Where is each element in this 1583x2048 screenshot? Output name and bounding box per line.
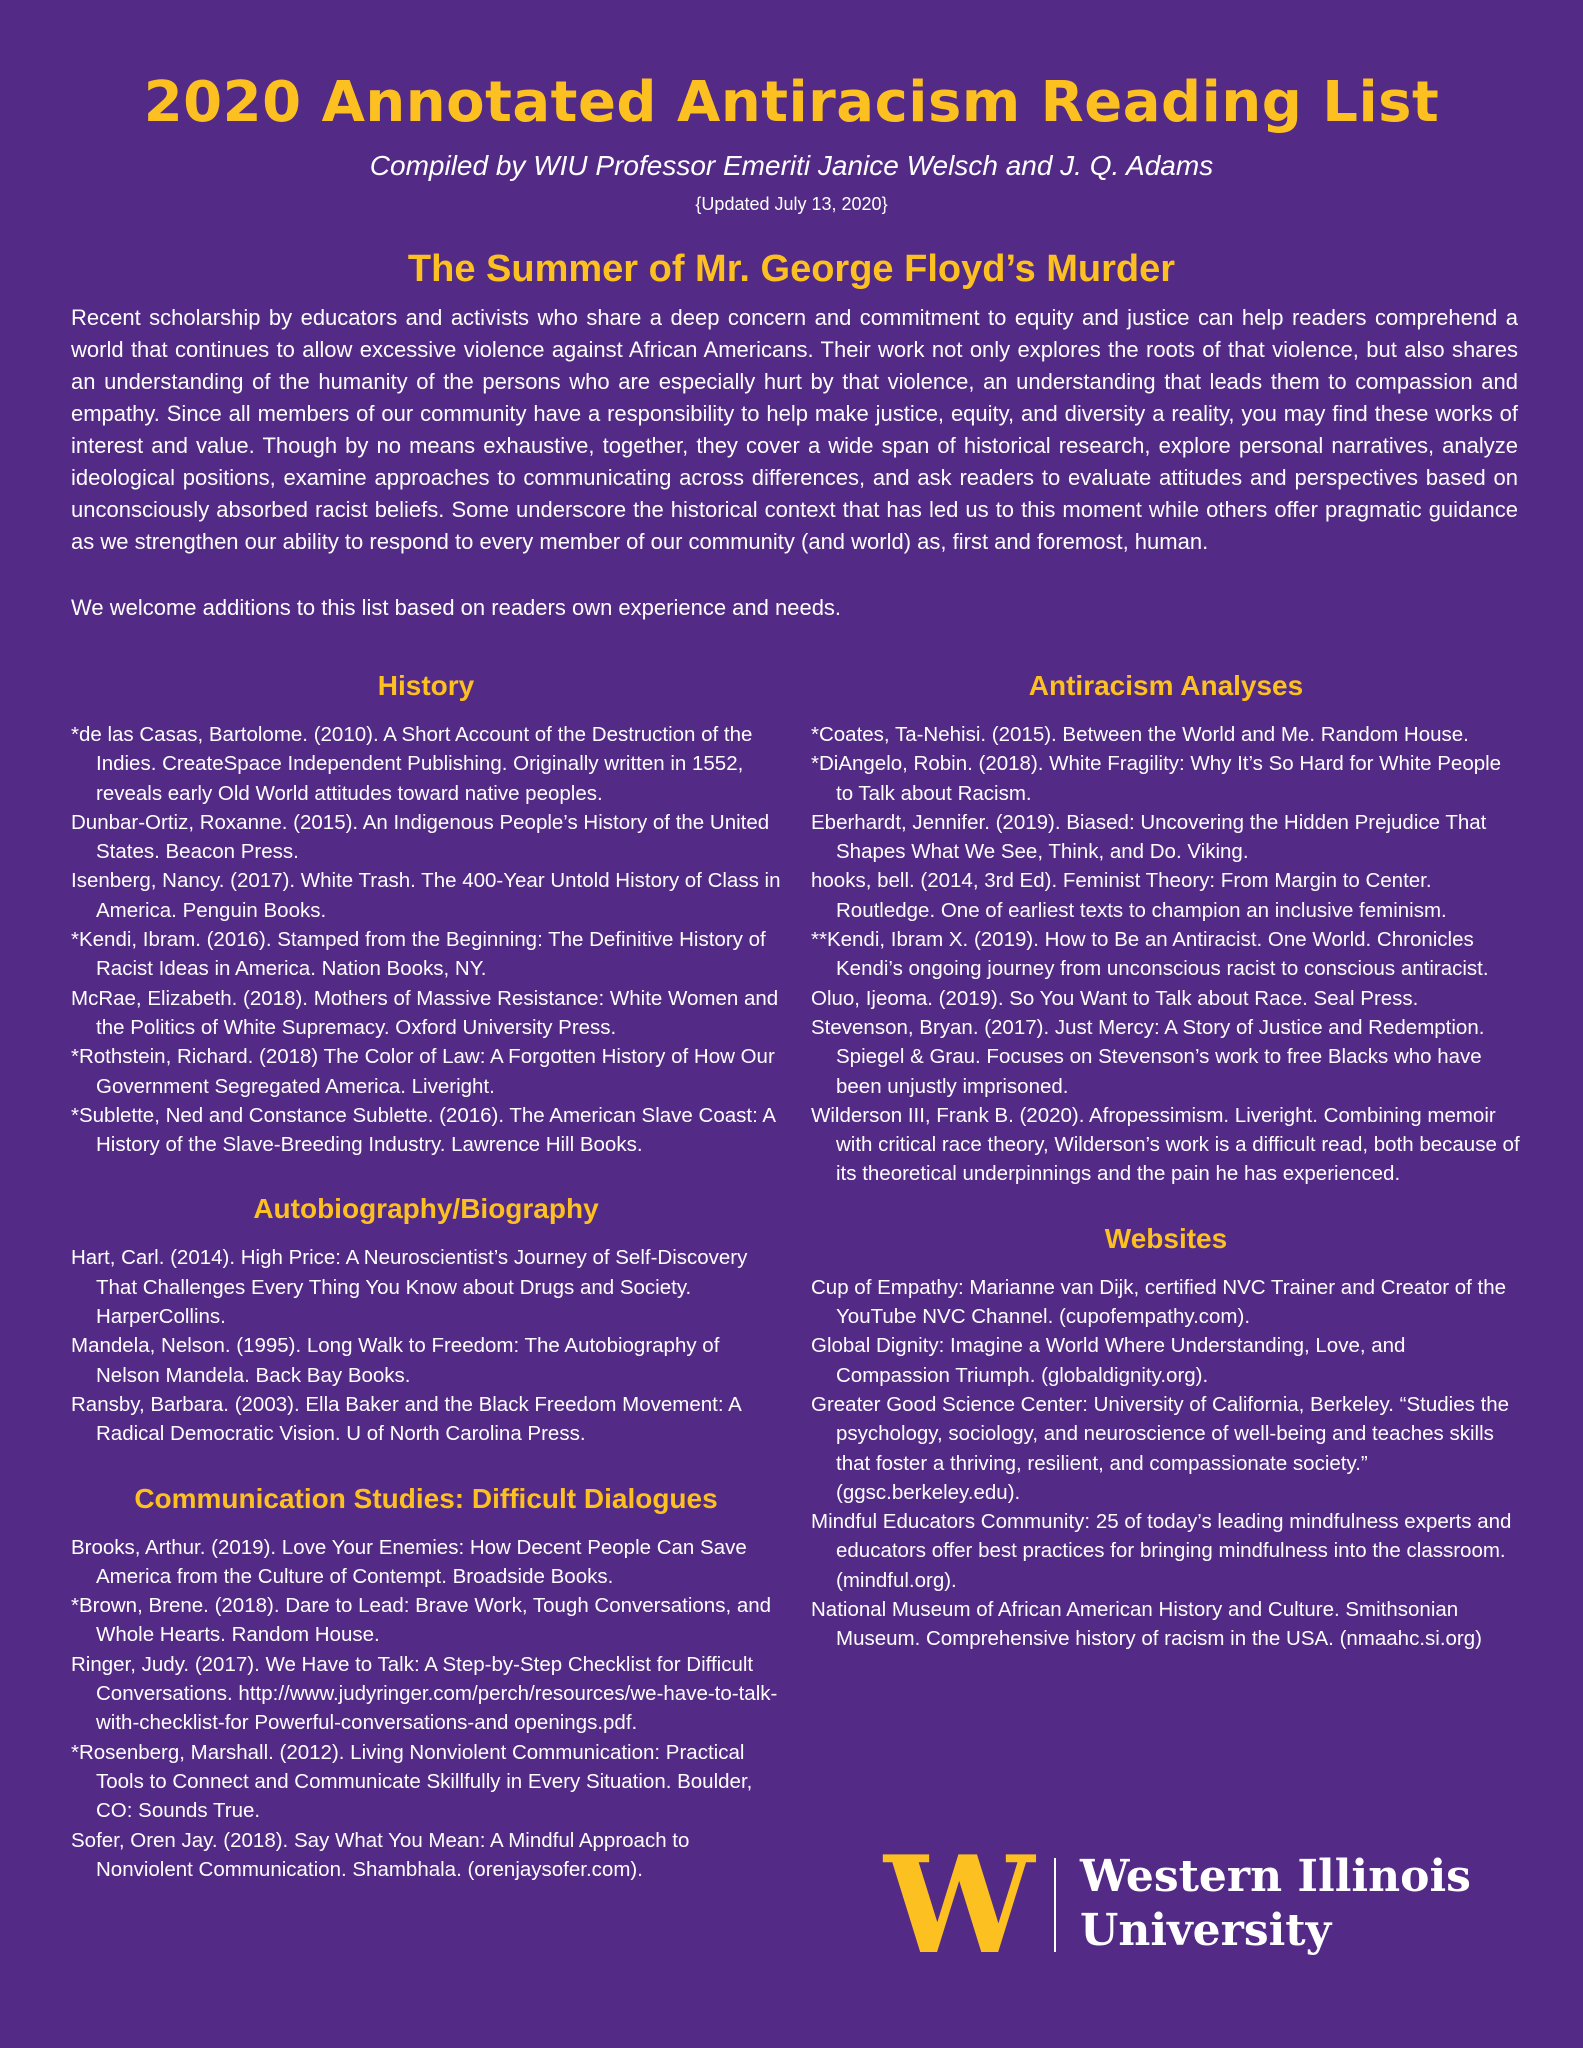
list-item: Mindful Educators Community: 25 of today’s leading mindfulness experts and educators offer best practices for bringing mindfulness into the classroom. (mindful.org).: [811, 1510, 1512, 1592]
logo-divider: [1054, 1858, 1056, 1952]
list-item: Greater Good Science Center: University of California, Berkeley. “Studies the psychology, sociology, and neuroscience of well-being and teaches skills that foster a thriving, resilient, and compassionate society.” (ggsc.berkeley.edu).: [811, 1392, 1510, 1504]
logo-wordmark: [1080, 1850, 1471, 1958]
list-item: Dunbar-Ortiz, Roxanne. (2015). An Indigenous People’s History of the United States. Beacon Press.: [71, 810, 770, 864]
intro-paragraph: Recent scholarship by educators and activists who share a deep concern and commitment to equity and justice can help readers comprehend a world that continues to allow excessive violence against African Americans. Their work not only explores the roots of that violence, but also shares an understanding of the humanity of the persons who are especially hurt by that violence, an understanding that leads them to compassion and empathy. Since all members of our community have a responsibility to help make justice, equity, and diversity a reality, you may find these works of interest and value. Though by no means exhaustive, together, they cover a wide span of historical research, explore personal narratives, analyze ideological positions, examine approaches to communicating across differences, and ask readers to evaluate attitudes and perspectives based on unconsciously absorbed racist beliefs. Some underscore the historical context that has led us to this moment while others offer pragmatic guidance as we strengthen our ability to respond to every member of our community (and world) as, first and foremost, human.: [71, 305, 1518, 554]
wiu-w-mark-icon: W: [884, 1826, 1029, 1984]
list-item: National Museum of African American History and Culture. Smithsonian Museum. Comprehensive history of racism in the USA. (nmaahc.si.org): [811, 1598, 1482, 1651]
list-item: Sofer, Oren Jay. (2018). Say What You Mean: A Mindful Approach to Nonviolent Communication. Shambhala. (orenjaysofer.com).: [71, 1828, 690, 1881]
list-item: **Kendi, Ibram X. (2019). How to Be an Antiracist. One World. Chronicles Kendi’s ongoing journey from unconscious racist to conscious antiracist.: [811, 928, 1489, 981]
logo-line-2: University: [1080, 1905, 1332, 1956]
list-item: Eberhardt, Jennifer. (2019). Biased: Uncovering the Hidden Prejudice That Shapes What We See, Think, and Do. Viking.: [811, 810, 1487, 864]
list-item: Oluo, Ijeoma. (2019). So You Want to Talk about Race. Seal Press.: [811, 986, 1419, 1010]
list-item: Stevenson, Bryan. (2017). Just Mercy: A Story of Justice and Redemption. Spiegel & Grau. Focuses on Stevenson’s work to free Blacks who have been unjustly imprisoned.: [811, 1015, 1485, 1098]
list-item: Global Dignity: Imagine a World Where Understanding, Love, and Compassion Triumph. (globaldignity.org).: [811, 1334, 1406, 1387]
websites-section: [811, 1213, 1521, 1654]
biography-heading: Autobiography/Biography: [253, 1193, 599, 1225]
list-item: Isenberg, Nancy. (2017). White Trash. The 400-Year Untold History of Class in America. Penguin Books.: [71, 869, 781, 922]
biography-section: [71, 1183, 781, 1448]
logo-line-1: Western Illinois: [1080, 1851, 1471, 1902]
page-title: 2020 Annotated Antiracism Reading List: [143, 70, 1440, 135]
compiler-credit: Compiled by WIU Professor Emeriti Janice Welsch and J. Q. Adams: [369, 150, 1214, 181]
history-list: [71, 720, 781, 1159]
welcome-note: We welcome additions to this list based on readers own experience and needs.: [71, 595, 842, 620]
antiracism-heading: Antiracism Analyses: [1028, 670, 1304, 701]
websites-list: [811, 1273, 1521, 1654]
intro-heading: The Summer of Mr. George Floyd’s Murder: [407, 248, 1176, 290]
list-item: Ringer, Judy. (2017). We Have to Talk: A Step-by-Step Checklist for Difficult Conversations. http://www.judyringer.com/perch/resources/we-have-to-talk-with-checklist-for Powerful-conversations-and openings.pdf.: [71, 1652, 778, 1735]
list-item: Wilderson III, Frank B. (2020). Afropessimism. Liveright. Combining memoir with critical race theory, Wilderson’s work is a difficult read, both because of its theoretical underpinnings and the pain he has experienced.: [811, 1103, 1520, 1186]
list-item: Ransby, Barbara. (2003). Ella Baker and the Black Freedom Movement: A Radical Democratic Vision. U of North Carolina Press.: [71, 1392, 741, 1446]
wiu-logo: [884, 1826, 1484, 1984]
antiracism-section: [811, 660, 1521, 1189]
list-item: McRae, Elizabeth. (2018). Mothers of Massive Resistance: White Women and the Politics of White Supremacy. Oxford University Press.: [71, 986, 779, 1039]
list-item: Hart, Carl. (2014). High Price: A Neuroscientist’s Journey of Self-Discovery That Challenges Every Thing You Know about Drugs and Society. HarperCollins.: [71, 1246, 748, 1329]
websites-heading: Websites: [1104, 1222, 1228, 1254]
biography-list: [71, 1243, 781, 1448]
list-item: *Coates, Ta-Nehisi. (2015). Between the World and Me. Random House.: [811, 723, 1469, 746]
right-column: [811, 660, 1521, 1678]
list-item: hooks, bell. (2014, 3rd Ed). Feminist Theory: From Margin to Center. Routledge. One of earliest texts to champion an inclusive feminism.: [811, 869, 1447, 922]
list-item: *Sublette, Ned and Constance Sublette. (2016). The American Slave Coast: A History of the Slave-Breeding Industry. Lawrence Hill Books.: [71, 1103, 775, 1157]
list-item: Brooks, Arthur. (2019). Love Your Enemies: How Decent People Can Save America from the Culture of Contempt. Broadside Books.: [71, 1535, 747, 1588]
antiracism-list: [811, 720, 1521, 1189]
communication-heading: Communication Studies: Difficult Dialogues: [134, 1482, 718, 1514]
list-item: *DiAngelo, Robin. (2018). White Fragility: Why It’s So Hard for White People to Talk about Racism.: [811, 752, 1502, 805]
left-column: [71, 660, 781, 1908]
list-item: Cup of Empathy: Marianne van Dijk, certified NVC Trainer and Creator of the YouTube NVC Channel. (cupofempathy.com).: [811, 1275, 1507, 1329]
communication-list: [71, 1533, 781, 1885]
list-item: Mandela, Nelson. (1995). Long Walk to Freedom: The Autobiography of Nelson Mandela. Back Bay Books.: [71, 1334, 720, 1387]
list-item: *de las Casas, Bartolome. (2010). A Short Account of the Destruction of the Indies. CreateSpace Independent Publishing. Originally written in 1552, reveals early Old World attitudes toward native peoples.: [71, 723, 753, 805]
history-heading: History: [377, 670, 475, 701]
history-section: [71, 660, 781, 1159]
list-item: *Brown, Brene. (2018). Dare to Lead: Brave Work, Tough Conversations, and Whole Hearts. Random House.: [71, 1594, 772, 1647]
updated-date: {Updated July 13, 2020}: [695, 194, 888, 214]
list-item: *Kendi, Ibram. (2016). Stamped from the Beginning: The Definitive History of Racist Ideas in America. Nation Books, NY.: [71, 928, 766, 981]
communication-section: [71, 1473, 781, 1885]
list-item: *Rothstein, Richard. (2018) The Color of Law: A Forgotten History of How Our Government Segregated America. Liveright.: [71, 1045, 775, 1098]
list-item: *Rosenberg, Marshall. (2012). Living Nonviolent Communication: Practical Tools to Connect and Communicate Skillfully in Every Situation. Boulder, CO: Sounds True.: [71, 1740, 753, 1823]
